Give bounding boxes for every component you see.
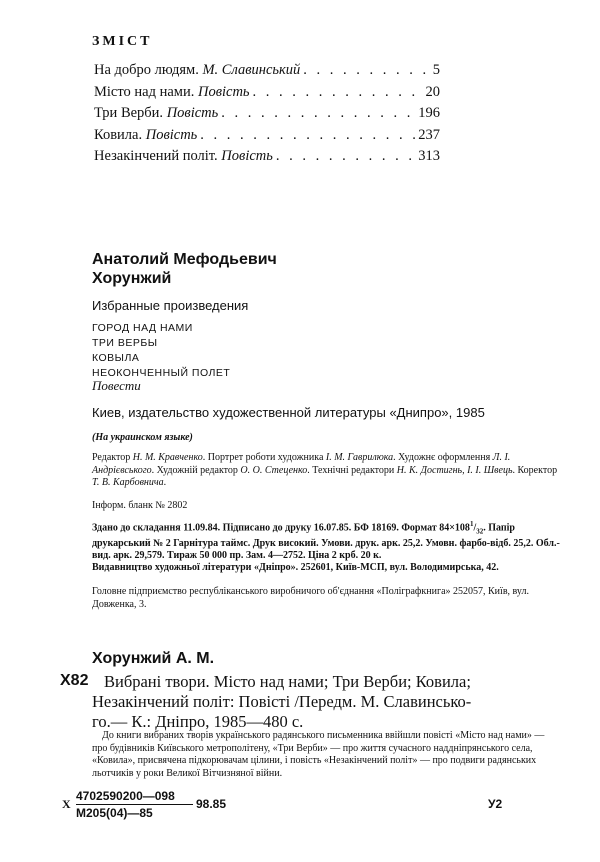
publisher-line: Киев, издательство художественной литературы «Днипро», 1985: [92, 405, 485, 420]
credits-text: .: [163, 477, 167, 488]
catalog-code: Х82: [60, 672, 89, 689]
toc-page-number: 20: [425, 83, 440, 100]
format-denominator: 32: [476, 527, 484, 536]
credits-paragraph: [92, 452, 562, 490]
credits-text: . Технічні редактори: [307, 464, 397, 476]
author-surname: Хорунжий: [92, 270, 172, 287]
work-title: НЕОКОНЧЕННЫЙ ПОЛЕТ: [92, 367, 231, 379]
toc-page-number: 196: [418, 105, 440, 121]
toc-leader: [250, 84, 424, 101]
toc-entry-note: Повість: [166, 105, 219, 121]
work-title: ТРИ ВЕРБЫ: [92, 337, 158, 349]
toc-entry-note: Повість: [145, 126, 198, 143]
toc-entry-title: Ковила.: [94, 126, 143, 143]
format-numerator: 1: [469, 520, 474, 528]
work-title: КОВЫЛА: [92, 352, 140, 364]
toc-page-number: 313: [418, 148, 440, 164]
language-note: (На украинском языке): [92, 432, 193, 443]
toc-page-number: 237: [418, 126, 440, 143]
fraction-denominator: М205(04)—85: [76, 806, 153, 820]
publishing-house: Видавництво художньої літератури «Дніпро». 252601, Київ-МСП, вул. Володимирська, 42.: [92, 562, 499, 573]
credits-text: . Художній редактор: [151, 464, 241, 476]
tech-text: . Папір друкарський № 2 Гарнітура таймс. Друк високий. Умови. друк. арк. 25,2. Умовн. фарбо-відб. 25,2. Обл.-вид. арк. 29,579. Тираж 50 000 пр. Зам. 4—2752. Ціна 2 крб. 20 к.: [92, 522, 560, 562]
price-code: 98.85: [196, 797, 227, 811]
annotation: До книги вибраних творів українського радянського письменника ввійшли повісті «Місто над нами» — про будівників Київського метрополітену, «Три Верби» — про життя сучасного наддніпрянського села, «Ковила», присвячена підкорювачам цілини, і повість «Незакінчений політ» — про подвиги радянських льотчиків у роки Великої Вітчизняної війни.: [92, 730, 545, 779]
credits-text: . Художнє оформлення: [393, 452, 493, 463]
tech-text: Здано до складання 11.09.84. Підписано до друку 16.07.85. БФ 18169. Формат 84×108: [92, 522, 470, 534]
toc-entry: [94, 127, 440, 149]
credits-text: Редактор: [92, 452, 133, 463]
technical-data: Здано до складання 11.09.84. Підписано до друку 16.07.85. БФ 18169. Формат $84\times 108^1/_{32}$. Папір друкарський № 2 Гарнітура таймс. Друк високий. Умови. друк. арк. 25,2. Умовн. фарбо-відб. 25,2. Обл.-вид. арк. 29,579. Тираж 50 000 пр. Зам. 4—2752. Ціна 2 крб. 20 к.: [92, 520, 560, 562]
catalog-description: [92, 672, 562, 732]
toc-entry-note: Повість: [221, 148, 273, 164]
toc-entry-title: Незакінчений політ.: [94, 148, 218, 164]
designer-name: Л. І. Андрієвського: [92, 452, 511, 476]
classification-fraction: [76, 788, 193, 821]
catalog-author: Хорунжий А. М.: [92, 650, 215, 667]
toc-entry-title: Три Верби.: [94, 105, 164, 121]
toc-leader: [218, 105, 416, 122]
toc-leader: [273, 148, 416, 165]
genre-label: Повести: [92, 378, 141, 393]
catalog-desc-line: Вибрані твори. Місто над нами; Три Верби; Ковила;: [104, 672, 471, 691]
toc-entry: [94, 148, 440, 170]
printer-info: Головне підприємство республіканського виробничого об'єднання «Поліграфкнига» 252057, Київ, вул. Довженка, 3.: [92, 586, 529, 610]
toc-entry: [94, 62, 440, 84]
classification-letter: Х: [62, 797, 71, 811]
fraction-numerator: 4702590200—098: [76, 788, 193, 805]
selected-works-label: Избранные произведения: [92, 298, 249, 313]
credits-text: . Коректор: [512, 464, 558, 476]
catalog-desc-line: Незакінчений політ: Повісті /Передм. М. Славинсько-: [92, 692, 472, 711]
toc-page-number: 5: [432, 62, 440, 78]
works-list: [92, 321, 230, 381]
work-title: ГОРОД НАД НАМИ: [92, 322, 193, 334]
toc-entry-title: Місто над нами.: [94, 83, 195, 100]
art-editor-name: О. О. Стеценко: [240, 464, 308, 476]
credits-text: . Портрет роботи художника: [202, 452, 326, 463]
toc-entry-note: М. Славинський: [202, 62, 301, 78]
toc-entry: [94, 105, 440, 127]
toc-entry-title: На добро людям.: [94, 62, 199, 78]
toc-leader: [300, 62, 430, 79]
toc-entry: [94, 84, 440, 106]
toc-entry-note: Повість: [197, 83, 250, 100]
portrait-artist-name: І. М. Гаврилюка: [325, 452, 394, 463]
inform-number: Інформ. бланк № 2802: [92, 500, 188, 511]
tech-editors-names: Н. К. Достигнь, І. І. Швець: [396, 464, 513, 476]
author-name: [92, 250, 277, 288]
catalog-desc-line: го.— К.: Дніпро, 1985—480 с.: [92, 712, 304, 731]
editor-name: Н. М. Кравченко: [132, 452, 203, 463]
table-of-contents: [94, 62, 440, 170]
proofreader-name: Т. В. Карбовнича: [92, 477, 164, 488]
contents-heading: ЗМІСТ: [92, 34, 153, 49]
udc-code: У2: [488, 797, 503, 811]
toc-leader: [197, 127, 416, 144]
author-first-names: Анатолий Мефодьевич: [92, 251, 277, 268]
